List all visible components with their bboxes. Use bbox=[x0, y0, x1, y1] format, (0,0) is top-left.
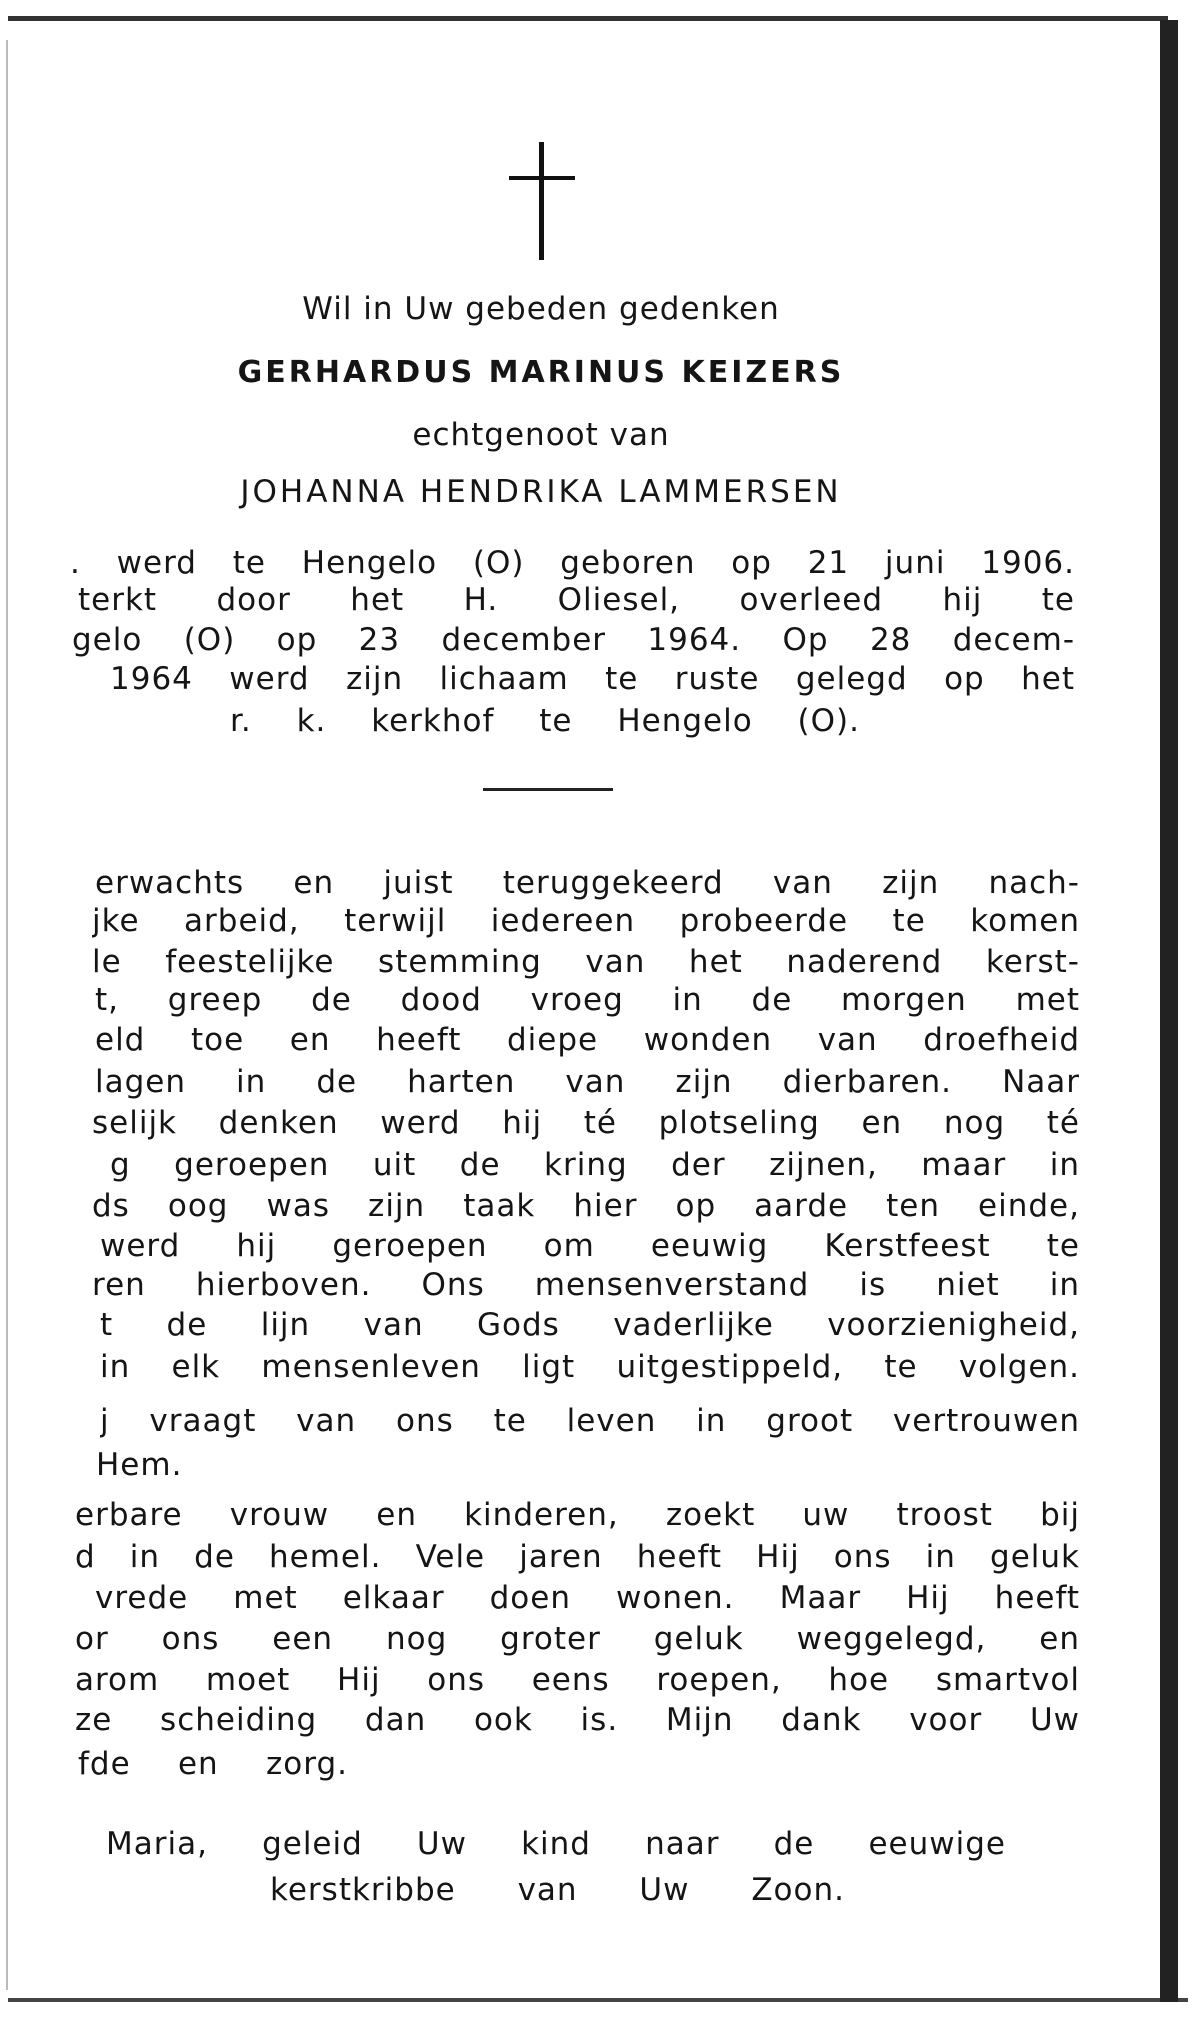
intro-line: Wil in Uw gebeden gedenken bbox=[302, 291, 780, 327]
divider-rule bbox=[483, 788, 613, 791]
prayer-line: kerstkribbe van Uw Zoon. bbox=[270, 1872, 845, 1908]
text-line: in elk mensenleven ligt uitgestippeld, te volgen. bbox=[100, 1349, 1080, 1385]
text-line: selijk denken werd hij té plotseling en nog té bbox=[92, 1105, 1080, 1141]
text-line: erwachts en juist teruggekeerd van zijn nach- bbox=[95, 865, 1080, 901]
card-left-edge bbox=[6, 40, 8, 1990]
text-line: jke arbeid, terwijl iedereen probeerde te komen bbox=[92, 903, 1080, 939]
text-line: lagen in de harten van zijn dierbaren. Naar bbox=[95, 1064, 1080, 1100]
text-line: j vraagt van ons te leven in groot vertrouwen bbox=[100, 1403, 1080, 1439]
bio-line: terkt door het H. Oliesel, overleed hij te bbox=[78, 582, 1075, 618]
card-top-edge bbox=[8, 16, 1168, 21]
text-line: fde en zorg. bbox=[78, 1746, 348, 1782]
text-line: vrede met elkaar doen wonen. Maar Hij heeft bbox=[95, 1580, 1080, 1616]
deceased-name: GERHARDUS MARINUS KEIZERS bbox=[237, 355, 845, 390]
text-line: Hem. bbox=[96, 1447, 183, 1483]
text-line: ds oog was zijn taak hier op aarde ten einde, bbox=[92, 1188, 1080, 1224]
cross-vertical bbox=[539, 142, 544, 260]
prayer-line: Maria, geleid Uw kind naar de eeuwige bbox=[106, 1826, 1006, 1862]
text-line: arom moet Hij ons eens roepen, hoe smartvol bbox=[75, 1662, 1080, 1698]
text-line: d in de hemel. Vele jaren heeft Hij ons in geluk bbox=[75, 1539, 1080, 1575]
text-line: le feestelijke stemming van het naderend kerst- bbox=[92, 944, 1080, 980]
text-line: t de lijn van Gods vaderlijke voorzienigheid, bbox=[100, 1307, 1080, 1343]
text-line: eld toe en heeft diepe wonden van droefheid bbox=[95, 1022, 1080, 1058]
relation-line: echtgenoot van bbox=[412, 417, 670, 453]
card-right-edge bbox=[1160, 20, 1178, 2002]
text-line: ze scheiding dan ook is. Mijn dank voor Uw bbox=[75, 1702, 1080, 1738]
text-line: g geroepen uit de kring der zijnen, maar in bbox=[110, 1147, 1080, 1183]
text-line: werd hij geroepen om eeuwig Kerstfeest te bbox=[100, 1228, 1080, 1264]
card-bottom-edge bbox=[8, 1998, 1188, 2002]
bio-line: gelo (O) op 23 december 1964. Op 28 decem- bbox=[72, 622, 1075, 658]
bio-line: r. k. kerkhof te Hengelo (O). bbox=[230, 703, 860, 739]
bio-line: . werd te Hengelo (O) geboren op 21 juni 1906. bbox=[70, 545, 1075, 581]
bio-line: 1964 werd zijn lichaam te ruste gelegd op het bbox=[110, 661, 1075, 697]
text-line: erbare vrouw en kinderen, zoekt uw troost bij bbox=[75, 1497, 1080, 1533]
text-line: ren hierboven. Ons mensenverstand is niet in bbox=[92, 1267, 1080, 1303]
text-line: or ons een nog groter geluk weggelegd, en bbox=[75, 1621, 1080, 1657]
spouse-name: JOHANNA HENDRIKA LAMMERSEN bbox=[240, 474, 842, 510]
text-line: t, greep de dood vroeg in de morgen met bbox=[95, 982, 1080, 1018]
cross-horizontal bbox=[509, 176, 575, 180]
